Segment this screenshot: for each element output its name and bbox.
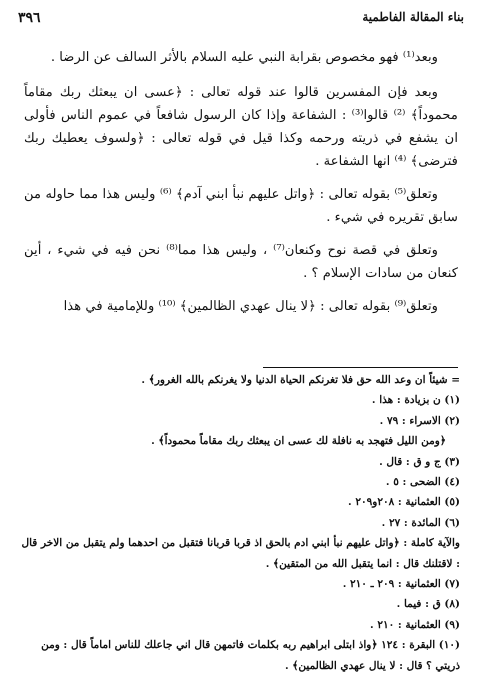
footnote: (٤) الضحى : ٥ . <box>385 476 460 489</box>
footnote-separator <box>263 367 458 368</box>
page-header <box>18 10 464 30</box>
footnote: (٥) العثمانية : ٢٠٨و٢٠٩ . <box>348 496 460 509</box>
footnote: (٢) الاسراء : ٧٩ . <box>379 414 460 427</box>
footnote: (٧) العثمانية : ٢٠٩ ـ ٢١٠ . <box>342 578 460 591</box>
footnote: (٣) ج و ق : قال . <box>379 455 460 468</box>
running-title: بناء المقالة الفاطمية <box>362 10 464 24</box>
main-text <box>24 46 458 328</box>
footnotes <box>20 370 460 676</box>
footnote: (١) ن بزيادة : هذا . <box>371 394 460 407</box>
footnote: ﴿ومن الليل فتهجد به نافلة لك عسى ان يبعثك ربك مقاماً محموداً﴾ . <box>151 435 446 448</box>
paragraph: وتعلق في قصة نوح وكنعان⁽⁷⁾ ، وليس هذا مما⁽⁸⁾ نحن فيه في شيء ، أين كنعان من سادات الإسلام ؟ . <box>24 243 458 281</box>
paragraph: وبعد⁽¹⁾ فهو مخصوص بقرابة النبي عليه السلام بالأثر السالف عن الرضا . <box>50 50 438 65</box>
footnote: (١٠) البقرة : ١٢٤ ﴿واذ ابتلى ابراهيم ربه بكلمات فاتمهن قال اني جاعلك للناس اماماً قال : ومن ذريتي ؟ قال : لا ينال عهدي الظالمين﴾ . <box>41 639 460 672</box>
page-number: ٣٩٦ <box>18 10 41 26</box>
footnote: والآية كاملة : ﴿واتل عليهم نبأ ابني ادم بالحق اذ قربا قربانا فتقبل من احدهما ولم يتقبل من الاخر قال : لاقتلنك قال : انما يتقبل الله من المتقين﴾ . <box>21 537 460 570</box>
footnote: (٦) المائدة : ٢٧ . <box>381 516 460 529</box>
paragraph: وتعلق⁽⁵⁾ بقوله تعالى : ﴿واتل عليهم نبأ ابني آدم﴾ ⁽⁶⁾ وليس هذا مما حاوله من سابق تقريره في شيء . <box>24 187 458 225</box>
footnote: = شيئاً ان وعد الله حق فلا تغرنكم الحياة الدنيا ولا يغرنكم بالله الغرور﴾ . <box>141 374 460 386</box>
footnote: (٨) ق : فيما . <box>396 598 460 611</box>
paragraph: وتعلق⁽⁹⁾ بقوله تعالى : ﴿لا ينال عهدي الظالمين﴾ ⁽¹⁰⁾ وللإمامية في هذا <box>63 299 438 314</box>
footnote: (٩) العثمانية : ٢١٠ . <box>370 618 460 631</box>
paragraph: وبعد فإن المفسرين قالوا عند قوله تعالى : ﴿عسى ان يبعثك ربك مقاماً محموداً﴾ ⁽²⁾ قالوا⁽³⁾ : الشفاعة وإذا كان الرسول شافعاً في عموم الناس فأولى ان يشفع في ذريته ورحمه وكذا قيل في قوله تعالى : ﴿ولسوف يعطيك ربك فترضى﴾ ⁽⁴⁾ انها الشفاعة . <box>24 85 458 169</box>
